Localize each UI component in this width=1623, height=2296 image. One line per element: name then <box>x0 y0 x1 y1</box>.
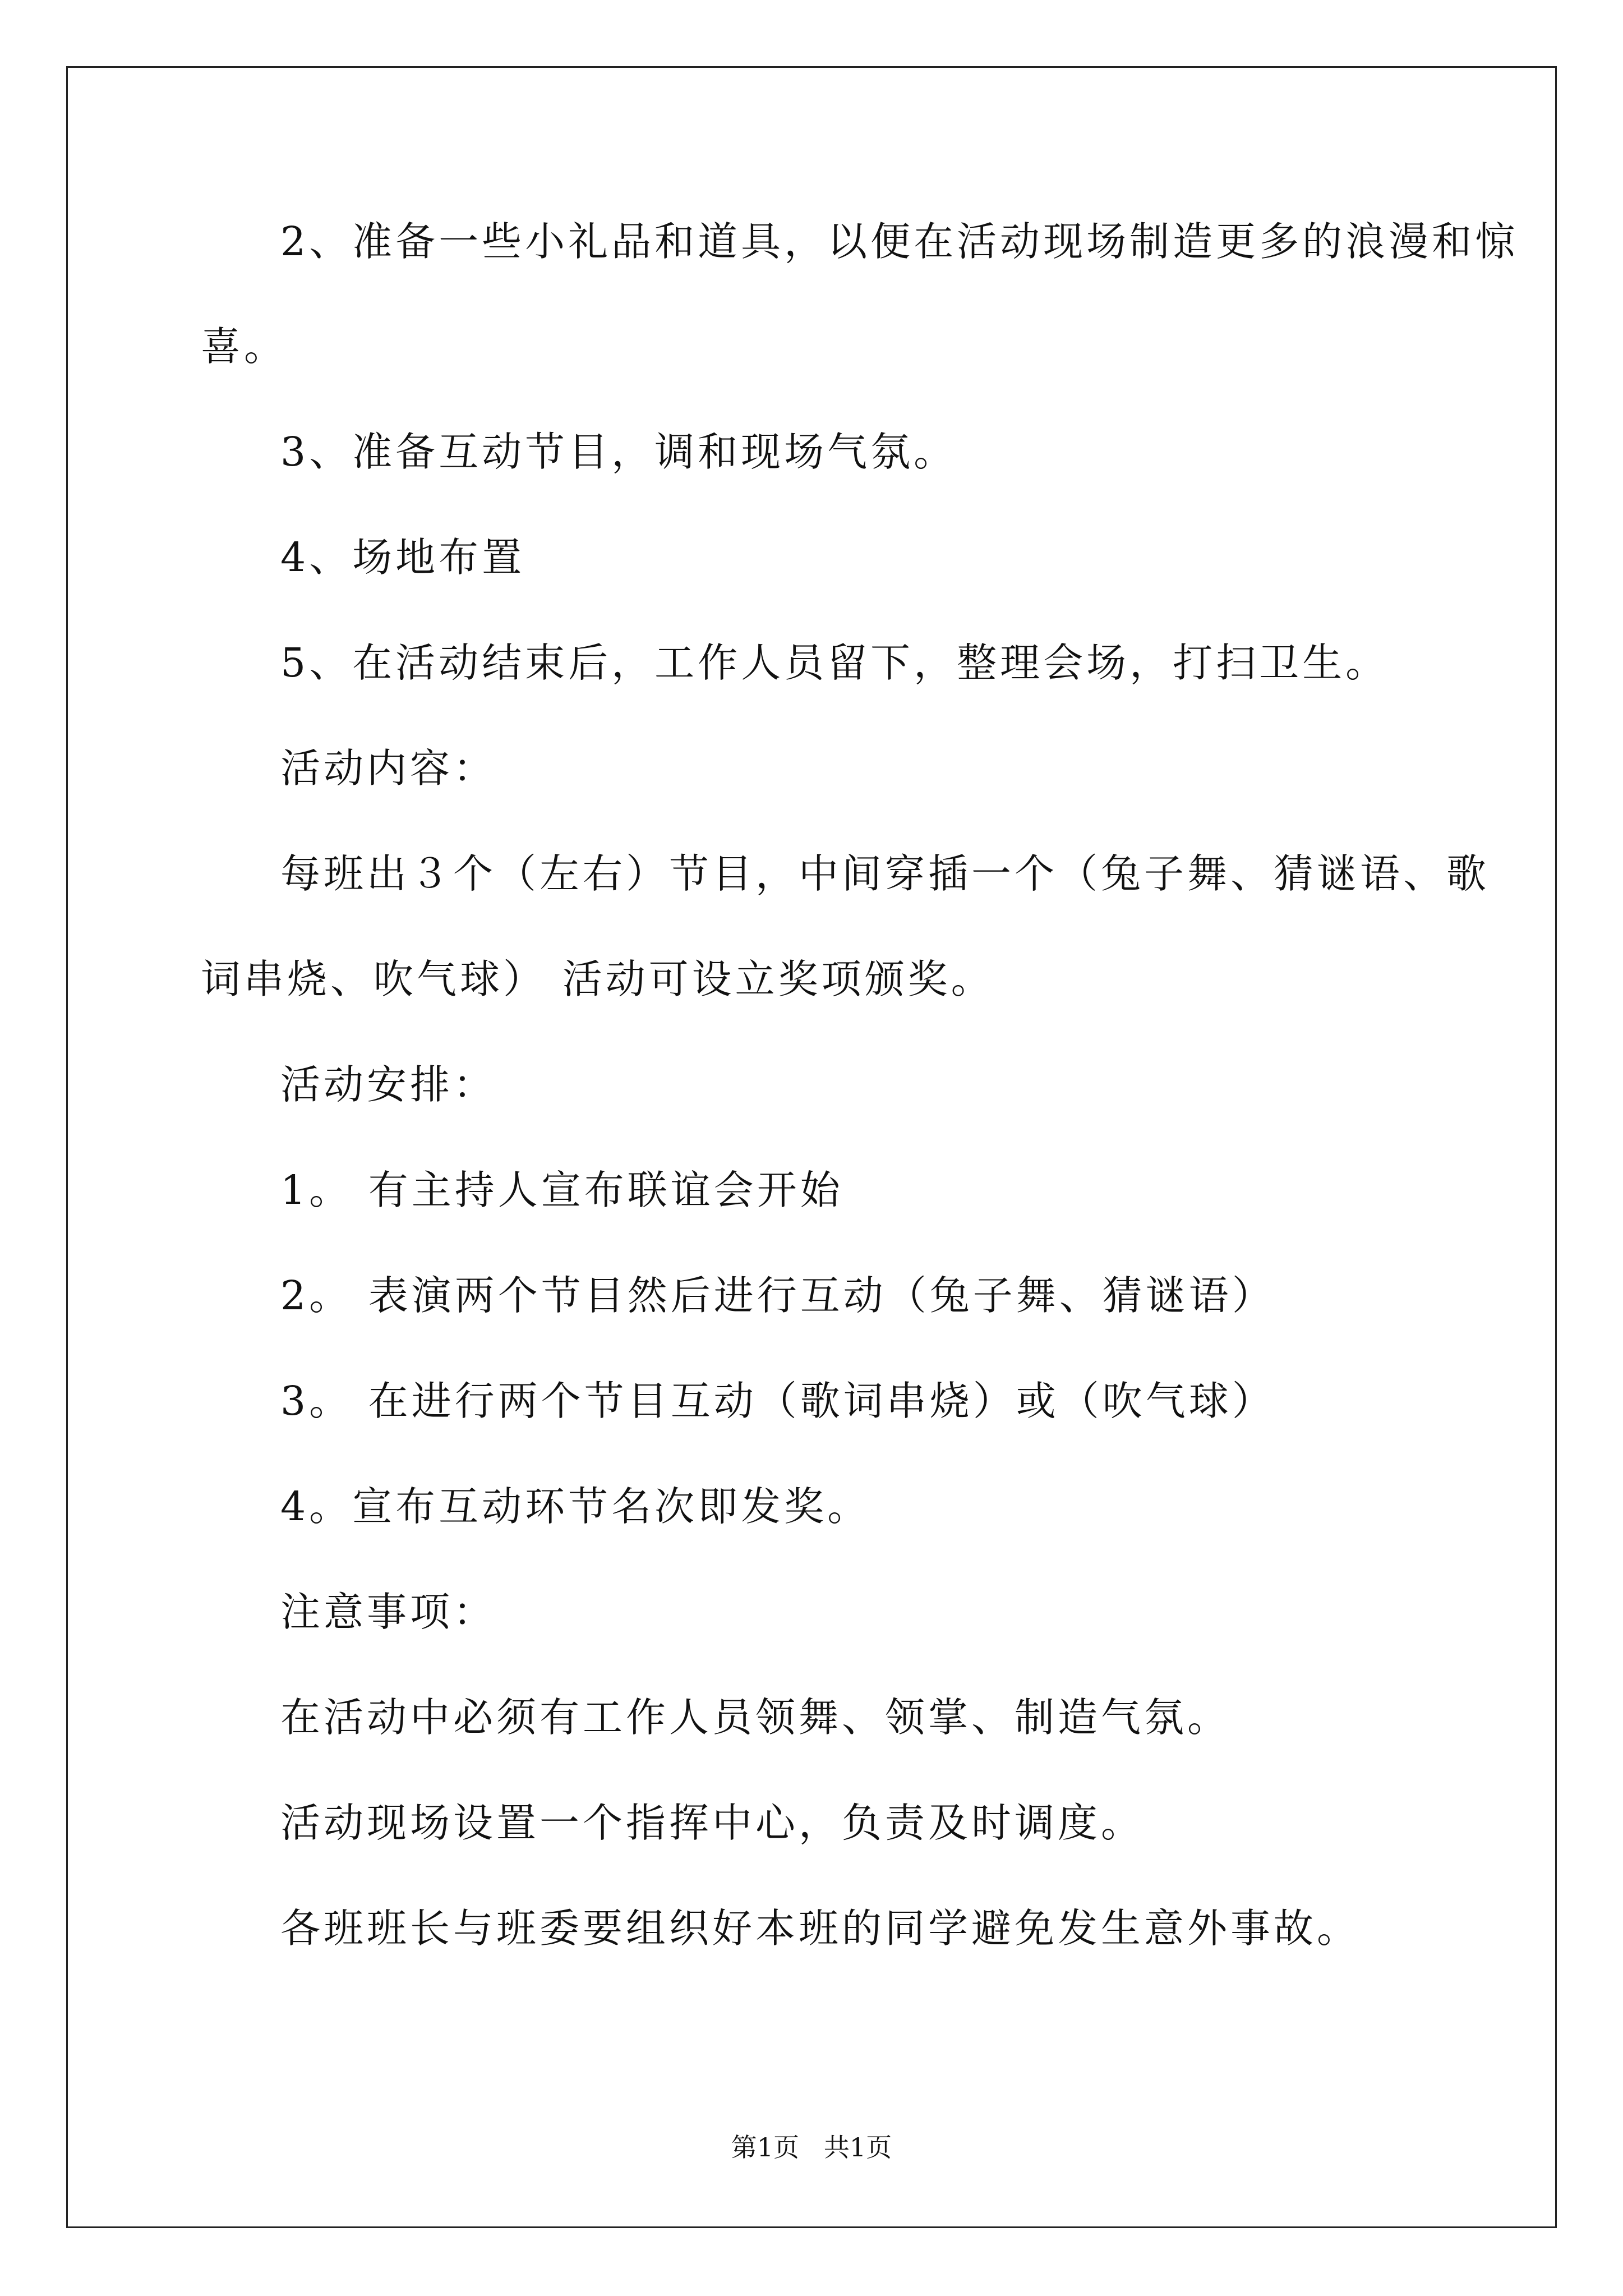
list-item: 3。 在进行两个节目互动（歌词串烧）或（吹气球） <box>280 1378 1275 1424</box>
paragraph-line: 喜。 <box>201 323 288 370</box>
section-heading: 注意事项： <box>280 1589 497 1635</box>
paragraph-line: 词串烧、吹气球） 活动可设立奖项颁奖。 <box>201 956 994 1002</box>
paragraph-line: 3、准备互动节目，调和现场气氛。 <box>280 429 957 475</box>
list-item: 2。 表演两个节目然后进行互动（兔子舞、猜谜语） <box>280 1272 1275 1319</box>
page-number-footer: 第1页 共1页 <box>731 2132 892 2162</box>
paragraph-line: 活动现场设置一个指挥中心，负责及时调度。 <box>280 1800 1145 1846</box>
paragraph-line: 各班班长与班委要组织好本班的同学避免发生意外事故。 <box>280 1905 1361 1952</box>
list-item: 1。 有主持人宣布联谊会开始 <box>280 1167 843 1213</box>
paragraph-line: 在活动中必须有工作人员领舞、领掌、制造气氛。 <box>280 1694 1231 1741</box>
paragraph-line: 2、准备一些小礼品和道具，以便在活动现场制造更多的浪漫和惊 <box>280 218 1519 265</box>
section-heading: 活动安排： <box>280 1061 497 1108</box>
section-heading: 活动内容： <box>280 745 497 792</box>
paragraph-line: 4、场地布置 <box>280 534 525 581</box>
paragraph-line: 每班出３个（左右）节目，中间穿插一个（兔子舞、猜谜语、歌 <box>280 850 1490 897</box>
paragraph-line: 5、在活动结束后，工作人员留下，整理会场，打扫卫生。 <box>280 639 1389 686</box>
list-item: 4。宣布互动环节名次即发奖。 <box>280 1483 871 1530</box>
